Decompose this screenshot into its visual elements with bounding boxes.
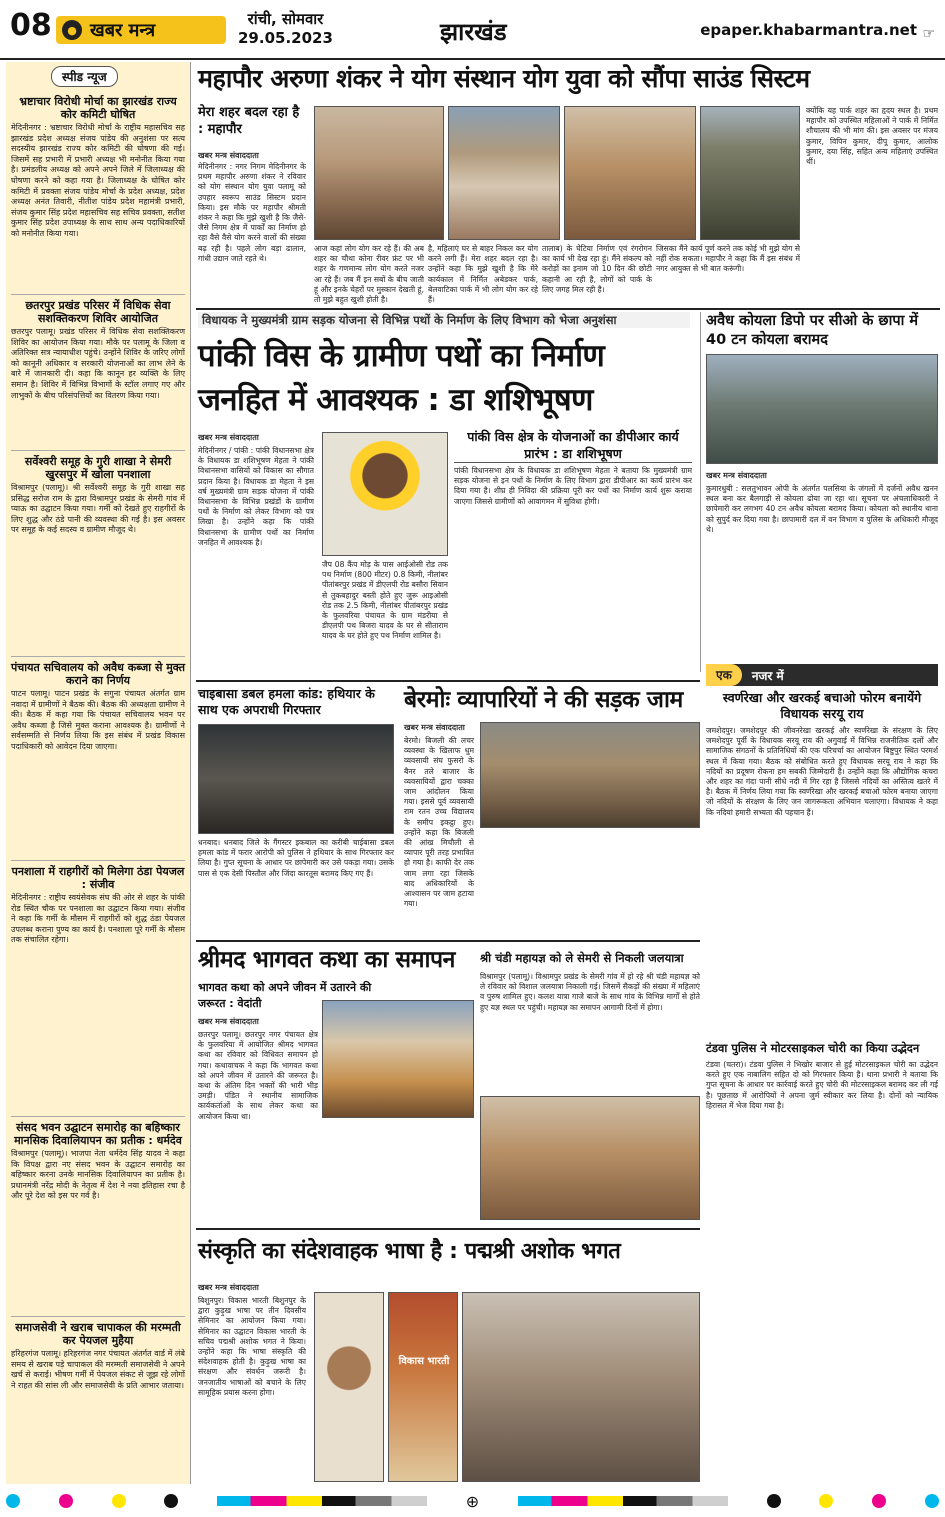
brief-title: सर्वेश्वरी समूह के गुरी शाखा ने सेमरी खुरसपुर में खोला पनशाला	[24, 455, 172, 481]
black-dot-icon	[164, 1494, 178, 1508]
coal-photo	[706, 354, 938, 464]
bermo-byline: खबर मन्त्र संवाददाता	[404, 723, 465, 732]
brief-body: मेदिनीनगर : भ्रष्टाचार विरोधी मोर्चा के राष्ट्रीय महासचिव सह झारखंड प्रदेश अध्यक्ष संजय पांडेय की अनुशंसा पर सत्य सदस्यीय झारखंड राज्य कोर कमिटी की घोषणा की गई। जिसमें सह प्रभारी में प्रभारी अध्यक्ष भी मनोनीत किया गया है। प्रमंडलीय अध्यक्ष को अपने अपने जिले में जिलाध्यक्ष की घोषणा करने को कहा गया है। जिलाध्यक्ष के घोषित कोर कमिटी में प्रवक्ता संजय पांडेय मोर्चा के प्रदेश अध्यक्ष, प्रदेश अध्यक्ष अनंत तिवारी, नीतीश पांडेय प्रदेश महामंत्री प्रभारी, संजय कुमार सिंह प्रदेश महासचिव सह सचिव प्रवक्ता, सतीश कुमार सिंह प्रदेश उपाध्यक्ष के साथ साथ अन्य पदाधिकारियों को मनोनीत किया गया।	[11, 123, 185, 295]
sanskrit-byline: खबर मन्त्र संवाददाता	[198, 1283, 259, 1292]
dateline	[238, 10, 333, 48]
roads-sub-banner: पांकी विस क्षेत्र के योजनाओं का डीपीआर कार्य प्रारंभ : डा शशिभूषण	[454, 428, 692, 463]
brief-body: विश्रामपुर (पलामू)। श्री सर्वेश्वरी समूह के गुरी शाखा सह प्रसिद्ध सरोज राम के द्वारा विश्रामपुर प्रखंड के सेमरी गांव में प्याऊ का उद्घाटन किया गया। गर्मी को देखते हुए राहगीरों के लिए शुद्ध और ठंडे पानी की व्यवस्था की गई है। इस अवसर पर समूह के कई सदस्य व ग्रामीण मौजूद थे।	[11, 483, 185, 657]
magenta-dot-icon	[59, 1494, 73, 1508]
brief-item[interactable]	[11, 299, 185, 451]
brief-item[interactable]	[11, 455, 185, 657]
masthead	[0, 0, 945, 60]
issue-date: 29.05.2023	[238, 29, 333, 47]
sanskrit-portrait-photo	[314, 1292, 384, 1482]
bhagwat-body: छतरपुर पलामू। छतरपुर नगर पंचायत क्षेत्र के फुलवरिया में आयोजित श्रीमद भागवत कथा का रविवार को विधिवत समापन हो गया। कथावाचक ने कहा कि भागवत कथा को अपने जीवन में उतारने की जरूरत है। कथा के अंतिम दिन भक्तों की भारी भीड़ उमड़ी। पंडित ने स्थानीय सामाजिक कार्यकर्ताओं के साथ लेकर कथा का आयोजन किया था।	[198, 1030, 318, 1121]
speed-news-label: स्पीड न्यूज	[51, 66, 118, 87]
divider	[700, 312, 701, 672]
coal-body: कुमारधुबी : सलतुभावन ओपी के अंतर्गत पलसिया के जंगलों में दर्जनों अवैध खनन स्थल बना कर बैलगाड़ी से कोयला ढोया जा रहा था। सूचना पर अंचलाधिकारी ने छापेमारी कर लगभग 40 टन अवैध कोयला बरामद किया। कोयला को स्थानीय थाना को सुपुर्द कर दिया गया है। छापामारी दल में वन विभाग व पुलिस के अधिकारी मौजूद थे।	[706, 484, 938, 534]
tanda-body: टंडवा (चतरा)। टंडवा पुलिस ने भिखोर बाजार से हुई मोटरसाइकल चोरी का उद्भेदन करते हुए एक नाबालिग सहित दो को गिरफ्तार किया है। थाना प्रभारी ने बताया कि गुप्त सूचना के आधार पर कार्रवाई करते हुए चोरी की मोटरसाइकल बरामद कर ली गई है। पूछताछ में आरोपियों ने अपना जुर्म स्वीकार कर लिया है। दोनों को न्यायिक हिरासत में भेज दिया गया है।	[706, 1060, 938, 1110]
brief-title: संसद भवन उद्घाटन समारोह का बहिष्कार मानसिक दिवालियापन का प्रतीक : धर्मदेव	[14, 1121, 182, 1147]
roads-headline[interactable]: पांकी विस के ग्रामीण पथों का निर्माण जनहित में आवश्यक : डा शशिभूषण	[198, 338, 605, 418]
bermo-body: बेरमो। बिजली की लचर व्यवस्था के खिलाफ धुम व्यवसायी संघ फुसरो के बैनर तले बाजार के व्यवसायियों द्वारा चक्का जाम आंदोलन किया गया। इससे पूर्व व्यवसायी राम रतन उच्च विद्यालय के समीप इकट्ठा हुए। उन्होंने कहा कि बिजली की आंख मिचौली से व्यापार पूरी तरह प्रभावित हो गया है। काफी देर तक जाम लगा रहा जिसके बाद अधिकारियों के आश्वासन पर जाम हटाया गया।	[404, 736, 474, 909]
nazar-ek-label: एक	[706, 664, 742, 686]
print-registration-marks	[6, 1490, 939, 1512]
section-title: झारखंड	[440, 18, 507, 46]
brief-item[interactable]	[11, 661, 185, 861]
mla-portrait-photo	[322, 432, 448, 556]
bermo-headline[interactable]: बेरमोः व्यापारियों ने की सड़क जाम	[404, 687, 683, 713]
brief-title: समाजसेवी ने खराब चापाकल की मरम्मती कर पेयजल मुहैया	[15, 1321, 181, 1347]
brand-name: खबर मन्त्र	[90, 20, 156, 41]
sanskrit-seminar-photo	[462, 1292, 700, 1482]
brief-body: मेदिनीनगर : राष्ट्रीय स्वयंसेवक संघ की ओर से शहर के पांकी रोड स्थित चौक पर पनशाला का उद्घाटन किया गया। संजीव ने कहा कि गर्मी के मौसम में राहगीरों को शुद्ध ठंडा पेयजल उपलब्ध कराना पुण्य का कार्य है। पनशाला पूरे गर्मी के मौसम तक संचालित रहेगा।	[11, 893, 185, 1117]
brief-item[interactable]	[11, 865, 185, 1117]
sanskrit-headline[interactable]: संस्कृति का संदेशवाहक भाषा है : पद्मश्री अशोक भगत	[198, 1239, 621, 1264]
chaibasa-photo	[198, 724, 394, 834]
yoga-body-col: क्योंकि यह पार्क शहर का हृदय स्थल है। प्रथम महापौर को उपस्थित महिलाओं ने पार्क में निर्मित शौचालय की भी मांग की। इस अवसर पर मंजय कुमार, विपिन कुमार, दीपू कुमार, आलोक कुमार, दया सिंह, सहित अन्य महिलाएं उपस्थित थीं।	[806, 106, 938, 167]
brief-title: भ्रष्टाचार विरोधी मोर्चा का झारखंड राज्य कोर कमिटी घोषित	[19, 95, 177, 121]
roads-body-mid: जैप 08 कैंप मोड़ के पास आईओसी रोड तक पथ निर्माण (800 मीटर) 0.8 किमी, नीलांबर पीतांबरपुर प्रखंड में डीएलपी रोड बसौरा सिवान से तुकबहादुर बस्ती होते हुए जुरू आइओसी रोड तक 2.5 किमी, नीलांबर पीतांबरपुर प्रखंड के फुलवरिया पंचायत के ग्राम मंडरीया से डीएलपी पथ बिजरा यादव के घर से सीताराम यादव के घर होते हुए पथ निर्माण शामिल है।	[322, 560, 448, 641]
nazar-label: नजर में	[751, 668, 784, 683]
speed-news-column	[6, 62, 191, 1484]
bhagwat-subhead: भागवत कथा को अपने जीवन में उतारने की जरूरत : वेदांती	[198, 981, 372, 1010]
brand-logo[interactable]	[56, 16, 226, 44]
yoga-body-col: जिसका मैंने कार्य पूर्ण करने तक कोई भी मुझे योग से नहीं रोक सकता। महापौर ने कहा कि मैं इस संबंध में नगर आयुक्त से भी बात करूंगी।	[656, 244, 800, 274]
pointer-hand-icon: ☞	[922, 26, 935, 42]
kalash-body: विश्रामपुर (पलामू)। विश्रामपुर प्रखंड के सेमरी गांव में हो रहे श्री चंडी महायज्ञ को ले रविवार को विशाल जलयात्रा निकाली गई। जिसमें सैकड़ों की संख्या में महिलाएं व पुरुष शामिल हुए। कलश यात्रा गाजे बाजे के साथ गांव के विभिन्न मार्गों से होते हुए यज्ञ स्थल पर पहुंची। महायज्ञ का समापन आगामी दिनों में होगा।	[480, 972, 700, 1012]
crosshair-icon: ⊕	[465, 1491, 480, 1511]
kalash-photo	[480, 1096, 700, 1220]
bhagwat-photo	[322, 1000, 474, 1118]
city-day: रांची, सोमवार	[247, 10, 324, 28]
chaibasa-body: धनबाद। धनबाद जिले के गैंगस्टर इकबाल का करीबी चाईबासा डबल हमला कांड में फरार आरोपी को पुलिस ने हथियार के साथ गिरफ्तार कर लिया है। गुप्त सूचना के आधार पर छापेमारी कर उसे पकड़ा गया। उसके पास से एक देसी पिस्तौल और जिंदा कारतूस बरामद किए गए हैं।	[198, 838, 394, 878]
black-dot-icon	[767, 1494, 781, 1508]
color-bar	[518, 1496, 728, 1506]
yellow-dot-icon	[819, 1494, 833, 1508]
roads-body-right: पांकी विधानसभा क्षेत्र के विधायक डा शशिभूषण मेहता ने बताया कि मुख्यमंत्री ग्राम सड़क योजना से इन पथों के निर्माण के लिए विभाग द्वारा डीपीआर का कार्य प्रारंभ कर दिया गया है। शीघ्र ही निविदा की प्रक्रिया पूरी कर पथों का निर्माण कार्य शुरू कराया जाएगा जिससे ग्रामीणों को आवागमन में सुविधा होगी।	[454, 466, 692, 506]
brief-item[interactable]	[11, 1321, 185, 1484]
yoga-photo-group	[314, 106, 444, 240]
nazar-tab	[706, 664, 938, 686]
epaper-link[interactable]: epaper.khabarmantra.net	[700, 21, 917, 39]
page-number: 08	[10, 8, 52, 43]
yoga-story-subhead: मेरा शहर बदल रहा है : महापौर	[198, 105, 300, 137]
brief-item[interactable]	[11, 1121, 185, 1317]
coal-byline: खबर मन्त्र संवाददाता	[706, 471, 767, 480]
cyan-dot-icon	[6, 1494, 20, 1508]
chaibasa-headline[interactable]: चाइबासा डबल हमला कांड: हथियार के साथ एक अपराधी गिरफ्तार	[198, 686, 375, 717]
divider	[196, 680, 700, 682]
brief-title: पंचायत सचिवालय को अवैध कब्जा से मुक्त कराने का निर्णय	[11, 661, 185, 687]
color-bar	[217, 1496, 427, 1506]
brief-title: छतरपुर प्रखंड परिसर में विधिक सेवा सशक्तिकरण शिविर आयोजित	[25, 299, 171, 325]
sanskrit-body: बिशुनपुर। विकास भारती बिशुनपुर के द्वारा कुड़ुख भाषा पर तीन दिवसीय सेमिनार का आयोजन किया गया। सेमिनार का उद्घाटन विकास भारती के सचिव पद्मश्री अशोक भगत ने किया। उन्होंने कहा कि भाषा संस्कृति की संदेशवाहक होती है। कुड़ुख भाषा का संरक्षण और संवर्धन जरूरी है। जनजातीय भाषाओं को बचाने के लिए सामूहिक प्रयास करना होगा।	[198, 1296, 306, 1397]
divider	[196, 308, 940, 310]
board-text: विकास भारती	[398, 1356, 450, 1367]
divider	[196, 940, 700, 942]
roads-kicker: विधायक ने मुख्यमंत्री ग्राम सड़क योजना से विभिन्न पथों के निर्माण के लिए विभाग को भेजा अनुशंसा	[198, 312, 690, 328]
kalash-headline[interactable]: श्री चंडी महायज्ञ को ले सेमरी से निकली जलयात्रा	[480, 951, 684, 965]
sanskrit-board-photo	[388, 1292, 458, 1482]
brief-body: विश्रामपुर (पलामू)। भाजपा नेता धर्मदेव सिंह यादव ने कहा कि विपक्ष द्वारा नए संसद भवन के उद्घाटन समारोह का बहिष्कार करना उनके मानसिक दिवालियापन का प्रतीक है। प्रधानमंत्री नरेंद्र मोदी के नेतृत्व में देश ने नया इतिहास रचा है और पूरे देश को इस पर गर्व है।	[11, 1149, 185, 1317]
river-headline[interactable]: स्वर्णरेखा और खरकई बचाओ फोरम बनायेंगे विधायक सरयू राय	[722, 690, 922, 721]
yoga-body-col: आज कहां लोग योग कर रहे हैं। की अब शहर का चौथा कोना रीवर फ्रंट पर भी शहर के गणमान्य लोग योग करते नजर आ रहे हैं। जब मैं इन सबों के बीच जाती हूं और इनके चेहरों पर मुस्कान देखती हूं, तो मुझे बहुत खुशी होती है।	[314, 244, 424, 305]
divider	[196, 1228, 700, 1230]
bermo-photo	[480, 722, 700, 828]
yoga-body-col: है, महिलाएं घर से बाहर निकल कर योग करने लगी हैं। मेरा शहर बदल रहा है। उन्होंने कहा कि मुझे खुशी है कि मेरे कार्यकाल में निर्मित अबेडकर पार्क, बेलवाटिका पार्क में भी लोग योग कर रहे हैं।	[428, 244, 538, 305]
coal-headline[interactable]: अवैध कोयला डिपो पर सीओ के छापा में 40 टन कोयला बरामद	[706, 313, 919, 348]
yoga-photo-mayor	[448, 106, 560, 240]
bhagwat-headline[interactable]: श्रीमद भागवत कथा का समापन	[198, 947, 456, 973]
tanda-headline[interactable]: टंडवा पुलिस ने मोटरसाइकल चोरी का किया उद्भेदन	[706, 1041, 920, 1055]
brand-mark-icon: ●	[62, 20, 82, 40]
roads-body-lead: मेदिनीनगर / पांकी : पांकी विधानसभा क्षेत्र के विधायक डा शशिभूषण मेहता ने पांकी विधानसभा वासियों को विकास का सौगात प्रदान किया है। विधायक डा मेहता ने इस वर्ष मुख्यमंत्री ग्राम सड़क योजना में पांकी विधानसभा के विभिन्न प्रखंडों के ग्रामीण पथों के निर्माण को लेकर विभाग को पत्र लिखा है। उन्होंने कहा कि पांकी विधानसभा के ग्रामीण पथों का निर्माण जनहित में आवश्यक है।	[198, 446, 314, 547]
yoga-byline: खबर मन्त्र संवाददाता	[198, 151, 259, 160]
yoga-body-col: तालाब) के घेटिया निर्माण एवं रंगरोगन का कार्य भी देख रहा हूं। मैंने संकल्प को करोड़ों का इनाम जो 10 दिन की छोटी कहानी आ रही है, लोगों को पार्क के लिए जगह मिल रही है।	[542, 244, 652, 294]
brief-body: पाटन पलामू। पाटन प्रखंड के सगुना पंचायत अंतर्गत ग्राम नवादा में ग्रामीणों ने बैठक की। बैठक की अध्यक्षता ग्रामीण ने की। बैठक में कहा गया कि पंचायत सचिवालय भवन पर अवैध कब्जा है जिसे मुक्त कराना आवश्यक है। ग्रामीणों ने सर्वसम्मति से निर्णय लिया कि इस संबंध में प्रखंड विकास पदाधिकारी को आवेदन दिया जाएगा।	[11, 689, 185, 861]
river-body: जमशेदपुर। जमशेदपुर की जीवनरेखा खरकई और स्वर्णरेखा के संरक्षण के लिए जमशेदपुर पूर्वी के विधायक सरयू राय की अगुवाई में विभिन्न राजनीतिक दलों और सामाजिक संगठनों के प्रतिनिधियों की एक परिचर्चा का आयोजन बिष्टुपुर स्थित परमर्श स्थल में किया गया। बैठक को संबोधित करते हुए विधायक सरयू राय ने कहा कि नदियों का प्रदूषण रोकना हम सबकी जिम्मेदारी है। उन्होंने कहा कि औद्योगिक कचरा और शहर का गंदा पानी सीधे नदी में गिर रहा है जिससे नदियों का अस्तित्व खतरे में है। बैठक में निर्णय लिया गया कि स्वर्णरेखा और खरकई बचाओ फोरम बनाया जाएगा जो नदियों के संरक्षण के लिए जन जागरूकता अभियान चलाएगा। विधायक ने कहा कि नदियां हमारी सभ्यता की पहचान हैं।	[706, 726, 938, 817]
yoga-body-lead: मेदिनीनगर : नगर निगम मेदिनीनगर के प्रथम महापौर अरुणा शंकर ने रविवार को योग संस्थान योग युवा पलामू को उपहार स्वरूप साउंड सिस्टम प्रदान किया। इस मौके पर महापौर श्रीमती शंकर ने कहा कि मुझे खुशी है कि जैसे-जैसे निगम क्षेत्र में पार्कों का निर्माण हो रहा वैसे वैसे योग करने वालों की संख्या बढ़ रही है। पहले लोग बड़ा ढालान, गांधी उद्यान जाते रहते थे।	[198, 162, 306, 263]
magenta-dot-icon	[872, 1494, 886, 1508]
yoga-photo-park	[700, 106, 800, 240]
brief-body: छतरपुर पलामू। प्रखंड परिसर में विधिक सेवा सशक्तिकरण शिविर का आयोजन किया गया। मौके पर पलामू के जिला व अतिरिक्त सत्र न्यायाधीश पहुंचे। उन्होंने शिविर के जरिए लोगों को कानूनी अधिकार व सरकारी योजनाओं का लाभ लेने के बारे में जानकारी दी। कहा कि कानून हर व्यक्ति के लिए समान है। शिविर में विभिन्न विभागों के स्टॉल लगाए गए और लाभुकों के बीच परिसंपत्तियों का वितरण किया गया।	[11, 327, 185, 451]
bhagwat-byline: खबर मन्त्र संवाददाता	[198, 1017, 259, 1026]
roads-byline: खबर मन्त्र संवाददाता	[198, 433, 259, 442]
brief-item[interactable]	[11, 95, 185, 295]
yellow-dot-icon	[112, 1494, 126, 1508]
brief-body: हरिहरगंज पलामू। हरिहरगंज नगर पंचायत अंतर्गत वार्ड में लंबे समय से खराब पड़े चापाकल की मरम्मती समाजसेवी ने अपने खर्च से कराई। भीषण गर्मी में पेयजल संकट से जूझ रहे लोगों ने राहत की सांस ली और समाजसेवी के प्रति आभार जताया।	[11, 1349, 185, 1390]
yoga-photo-riverfront	[564, 106, 696, 240]
cyan-dot-icon	[925, 1494, 939, 1508]
yoga-story-headline[interactable]: महापौर अरुणा शंकर ने योग संस्थान योग युवा को सौंपा साउंड सिस्टम	[198, 64, 810, 93]
brief-title: पनशाला में राहगीरों को मिलेगा ठंडा पेयजल : संजीव	[11, 865, 185, 891]
